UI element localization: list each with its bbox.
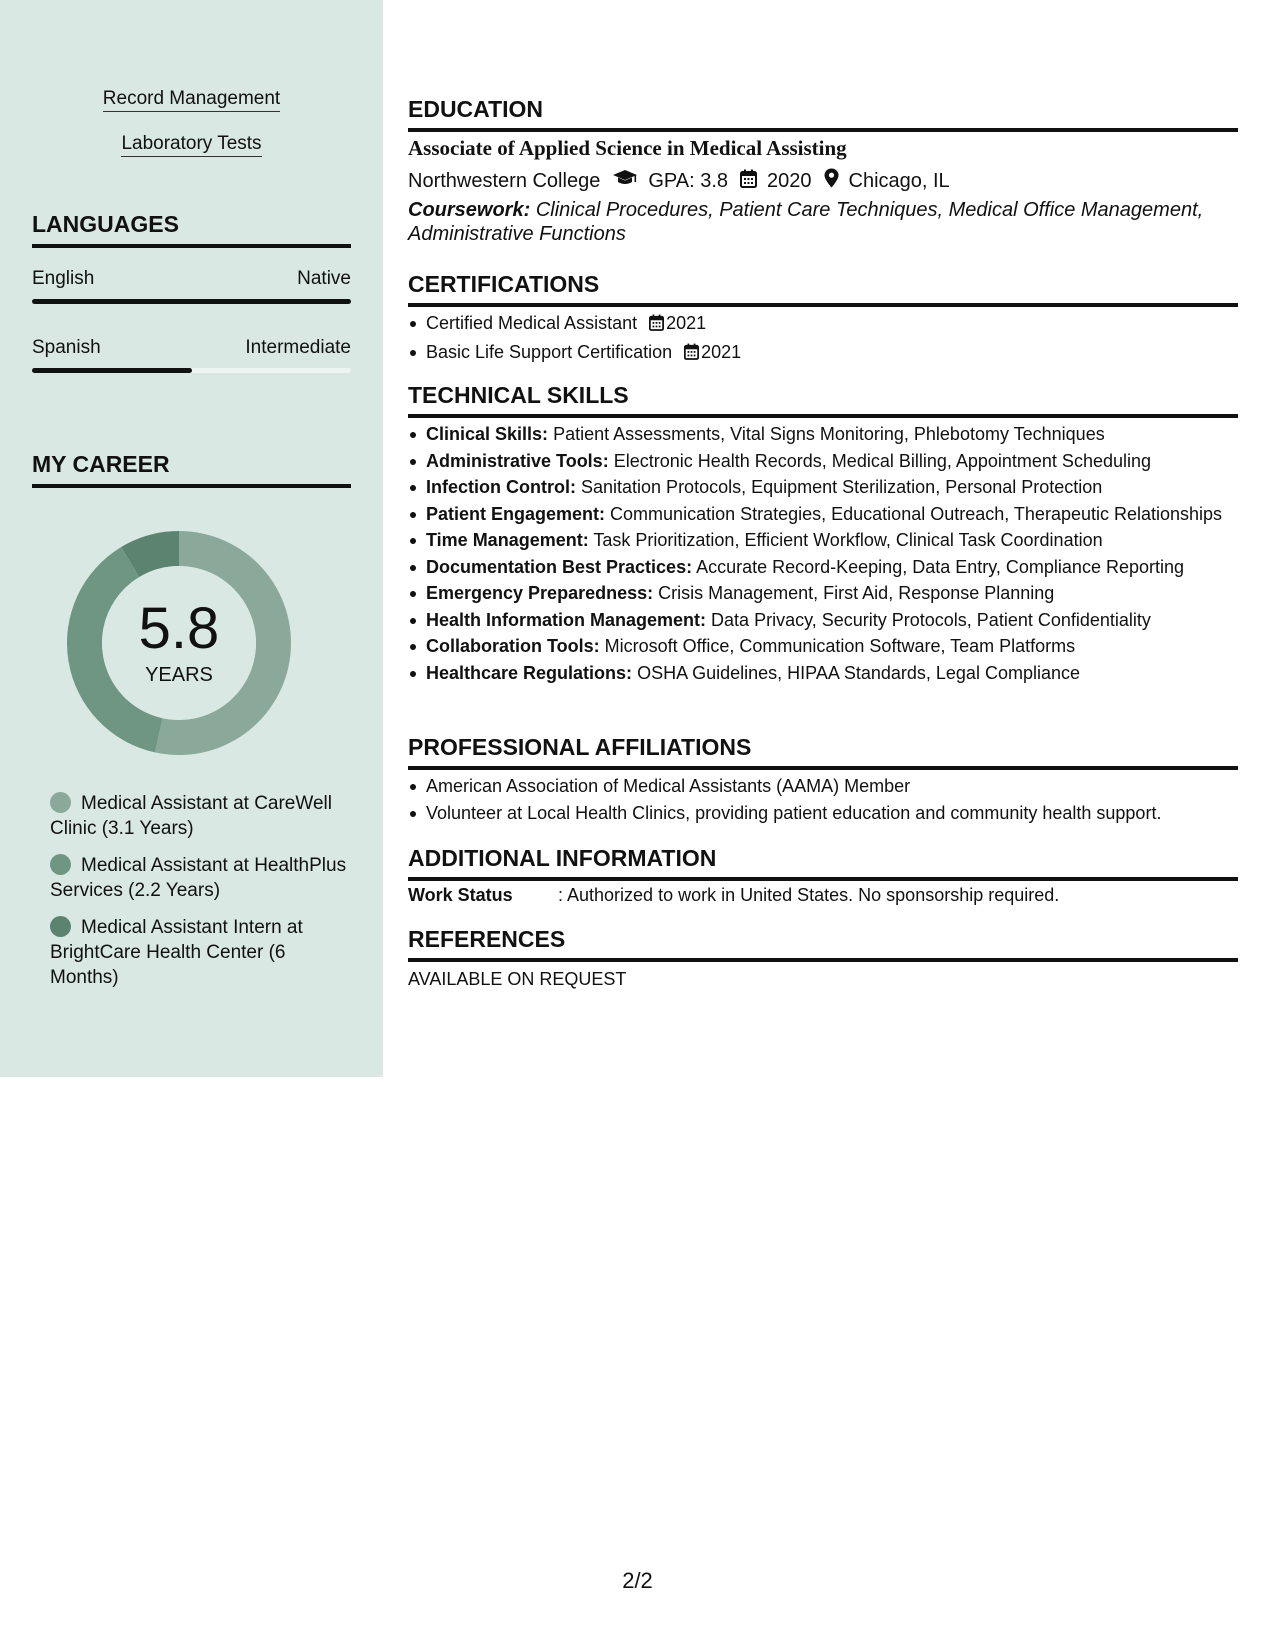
technical-skills-heading: TECHNICAL SKILLS xyxy=(408,382,1238,418)
work-status-value: : Authorized to work in United States. No sponsorship required. xyxy=(558,885,1060,905)
language-bar-spanish xyxy=(32,368,351,373)
career-item: Medical Assistant at HealthPlus Services (2.2 Years) xyxy=(50,855,347,901)
sidebar xyxy=(0,0,383,1077)
language-bar-english xyxy=(32,299,351,304)
career-donut xyxy=(66,530,292,756)
education-heading: EDUCATION xyxy=(408,96,1238,132)
career-total-value: 5.8 xyxy=(138,596,220,661)
language-fill xyxy=(32,368,192,373)
page-number: 2/2 xyxy=(622,1568,653,1593)
career-item: Medical Assistant Intern at BrightCare Health Center (6 Months) xyxy=(50,917,303,988)
list-item: Documentation Best Practices: Accurate Record-Keeping, Data Entry, Compliance Reporting xyxy=(426,555,1238,579)
list-item: Patient Engagement: Communication Strategies, Educational Outreach, Therapeutic Relationships xyxy=(426,502,1238,526)
language-level: Native xyxy=(297,268,351,289)
references-text: AVAILABLE ON REQUEST xyxy=(408,969,627,989)
references-heading: REFERENCES xyxy=(408,926,1238,962)
career-donut-center xyxy=(66,530,292,756)
list-item: Basic Life Support Certification 2021 xyxy=(426,340,1238,366)
skill-link-laboratory-tests[interactable]: Laboratory Tests xyxy=(0,133,383,155)
list-item: Certified Medical Assistant 2021 xyxy=(426,311,1238,337)
technical-skills-list xyxy=(426,422,1238,687)
certifications-list xyxy=(426,311,1238,368)
list-item: Health Information Management: Data Privacy, Security Protocols, Patient Confidentiality xyxy=(426,608,1238,632)
career-item: Medical Assistant at CareWell Clinic (3.1 Years) xyxy=(50,793,332,839)
list-item: Infection Control: Sanitation Protocols, Equipment Sterilization, Personal Protection xyxy=(426,475,1238,499)
education-school: Northwestern College xyxy=(408,169,601,192)
career-heading: MY CAREER xyxy=(32,451,351,488)
list-item: Time Management: Task Prioritization, Efficient Workflow, Clinical Task Coordination xyxy=(426,528,1238,552)
career-dot-icon xyxy=(50,916,71,937)
education-gpa: GPA: 3.8 xyxy=(648,169,728,192)
language-row-spanish xyxy=(32,337,351,359)
career-total-unit: YEARS xyxy=(145,664,213,686)
skill-link-record-management[interactable]: Record Management xyxy=(0,88,383,110)
education-coursework: Coursework: Clinical Procedures, Patient Care Techniques, Medical Office Management, Administrative Functions xyxy=(408,199,1204,245)
career-dot-icon xyxy=(50,854,71,875)
list-item: Collaboration Tools: Microsoft Office, Communication Software, Team Platforms xyxy=(426,634,1238,658)
languages-heading: LANGUAGES xyxy=(32,211,351,248)
graduation-cap-icon xyxy=(612,169,638,193)
affiliations-list xyxy=(426,774,1238,827)
language-name: Spanish xyxy=(32,337,101,358)
education-location: Chicago, IL xyxy=(848,169,950,192)
language-name: English xyxy=(32,268,95,289)
affiliations-heading: PROFESSIONAL AFFILIATIONS xyxy=(408,734,1238,770)
work-status-row xyxy=(408,885,1059,906)
education-year: 2020 xyxy=(767,169,812,192)
list-item: Emergency Preparedness: Crisis Management, First Aid, Response Planning xyxy=(426,581,1238,605)
additional-info-heading: ADDITIONAL INFORMATION xyxy=(408,845,1238,881)
calendar-icon xyxy=(649,313,664,337)
list-item: Administrative Tools: Electronic Health Records, Medical Billing, Appointment Scheduling xyxy=(426,449,1238,473)
list-item: American Association of Medical Assistants (AAMA) Member xyxy=(426,774,1238,798)
language-level: Intermediate xyxy=(245,337,351,358)
education-meta xyxy=(408,168,950,194)
list-item: Healthcare Regulations: OSHA Guidelines, HIPAA Standards, Legal Compliance xyxy=(426,661,1238,685)
calendar-icon xyxy=(740,169,757,194)
career-dot-icon xyxy=(50,792,71,813)
location-pin-icon xyxy=(824,168,839,194)
language-fill xyxy=(32,299,351,304)
list-item: Volunteer at Local Health Clinics, providing patient education and community health support. xyxy=(426,801,1238,825)
certifications-heading: CERTIFICATIONS xyxy=(408,271,1238,307)
work-status-label: Work Status xyxy=(408,885,513,905)
language-row-english xyxy=(32,268,351,290)
calendar-icon xyxy=(684,342,699,366)
education-degree: Associate of Applied Science in Medical Assisting xyxy=(408,136,847,160)
list-item: Clinical Skills: Patient Assessments, Vital Signs Monitoring, Phlebotomy Techniques xyxy=(426,422,1238,446)
